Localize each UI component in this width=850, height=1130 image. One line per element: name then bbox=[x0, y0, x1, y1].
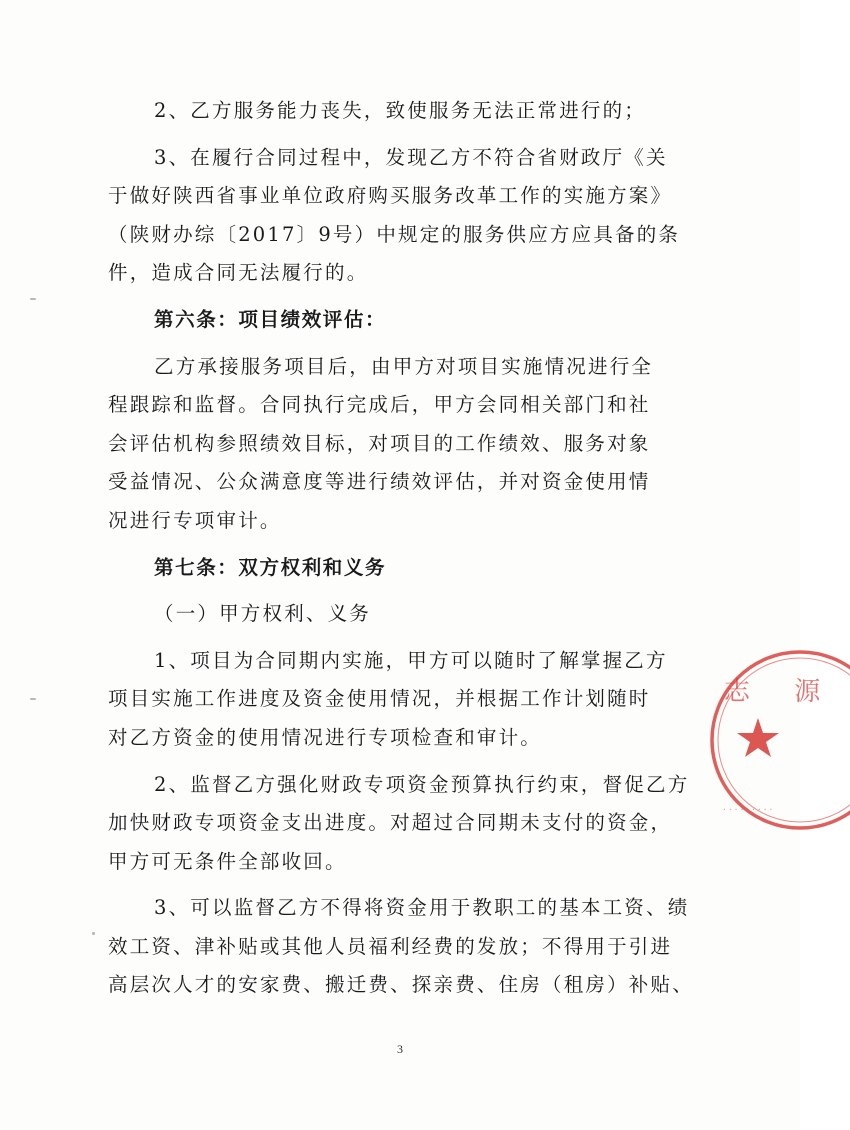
section-heading: 第七条：双方权利和义务 bbox=[154, 555, 387, 579]
paragraph-line: 况进行专项审计。 bbox=[108, 508, 282, 532]
paragraph-line: 3、可以监督乙方不得将资金用于教职工的基本工资、绩 bbox=[154, 896, 690, 920]
scan-speck bbox=[30, 698, 36, 700]
paragraph-line: 会评估机构参照绩效目标，对项目的工作绩效、服务对象 bbox=[108, 431, 651, 455]
page-number: 3 bbox=[397, 1042, 403, 1056]
svg-text:·········: ········· bbox=[722, 805, 775, 814]
paragraph-line: 对乙方资金的使用情况进行专项检查和审计。 bbox=[108, 725, 543, 749]
paragraph-line: 高层次人才的安家费、搬迁费、探亲费、住房（租房）补贴、 bbox=[108, 973, 694, 997]
document-body bbox=[108, 92, 698, 1005]
paragraph-line: 2、乙方服务能力丧失，致使服务无法正常进行的； bbox=[154, 99, 647, 122]
paragraph-line: 受益情况、公众满意度等进行绩效评估，并对资金使用情 bbox=[108, 470, 651, 494]
section-heading: 第六条：项目绩效评估： bbox=[154, 307, 387, 331]
paragraph-line: 甲方可无条件全部收回。 bbox=[108, 849, 347, 873]
paragraph-line: 效工资、津补贴或其他人员福利经费的发放；不得用于引进 bbox=[108, 934, 673, 958]
paragraph-line: 1、项目为合同期内实施，甲方可以随时了解掌握乙方 bbox=[154, 648, 668, 672]
subsection-heading: （一）甲方权利、义务 bbox=[154, 602, 372, 626]
paragraph-line: 2、监督乙方强化财政专项资金预算执行约束，督促乙方 bbox=[154, 772, 690, 796]
scan-speck bbox=[92, 932, 95, 935]
seal-star-icon bbox=[737, 718, 779, 757]
paragraph-line: 加快财政专项资金支出进度。对超过合同期未支付的资金， bbox=[108, 811, 673, 835]
paragraph-line: 程跟踪和监督。合同执行完成后，甲方会同相关部门和社 bbox=[108, 393, 651, 417]
scan-speck bbox=[30, 298, 36, 300]
paragraph-line: 项目实施工作进度及资金使用情况，并根据工作计划随时 bbox=[108, 687, 651, 711]
seal-text: 志 源 bbox=[724, 677, 839, 707]
paragraph-line: 于做好陕西省事业单位政府购买服务改革工作的实施方案》 bbox=[108, 184, 673, 208]
paragraph-line: 3、在履行合同过程中，发现乙方不符合省财政厅《关 bbox=[154, 145, 668, 169]
paragraph-line: （陕财办综〔2017〕9号）中规定的服务供应方应具备的条 bbox=[108, 222, 681, 246]
paragraph-line: 乙方承接服务项目后，由甲方对项目实施情况进行全 bbox=[154, 354, 654, 378]
official-seal-stamp bbox=[690, 640, 850, 840]
paragraph-line: 件，造成合同无法履行的。 bbox=[108, 261, 369, 285]
